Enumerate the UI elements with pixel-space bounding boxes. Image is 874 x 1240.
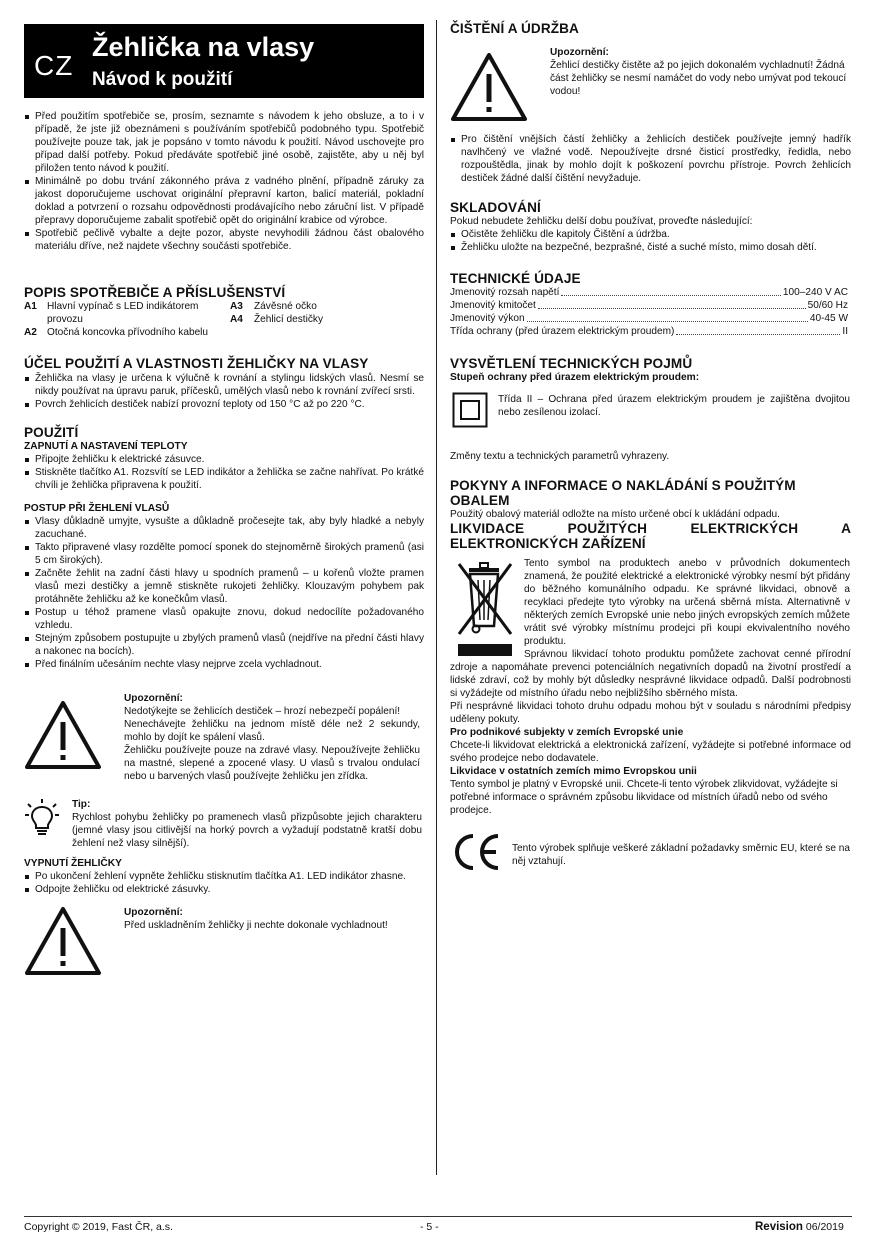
usage-item: Po ukončení žehlení vypněte žehličku stisknutím tlačítka A1. LED indikátor zhasne. (24, 870, 424, 883)
warning-line: Nedotýkejte se žehlicích destiček – hrozí nebezpečí popálení! (124, 706, 401, 717)
intro-item: Před použitím spotřebiče se, prosím, seznamte s návodem k jeho obsluze, a to i v případě, že jste již obeznámeni s používáním spotřebičů podobného typu. Spotřebič používejte pouze tak, jak je popsáno v tomto návodu k použití. Návod uschovejte pro případ další potřeby. Pokud předáváte spotřebič jiné osobě, zajistěte, aby u něj byl přiložen tento návod k použití. (24, 110, 424, 175)
purpose-item: Žehlička na vlasy je určena k výlučně k rovnání a stylingu lidských vlasů. Nesmí se nikdy používat na úpravu paruk, příčesků, umělých vlasů nebo k rovnání zvířecí srsti. (24, 372, 424, 398)
section-heading: ČIŠTĚNÍ A ÚDRŽBA (450, 21, 579, 36)
spec-row (450, 312, 848, 325)
warning-title: Upozornění: (124, 693, 183, 704)
purpose-item: Povrch žehlicích destiček nabízí provozní teploty od 150 °C až po 220 °C. (24, 398, 424, 411)
cleaning-item: Pro čištění vnějších částí žehličky a žehlicích destiček používejte jemný hadřík navlhčený ve vlažné vodě. Nepoužívejte drsné čisticí prostředky, ředidla, nebo rozpouštědla, jinak by mohlo dojít k poškození povrchu přístroje. Povrch žehlicích destiček žádné další čištění nevyžaduje. (450, 133, 851, 185)
language-code: CZ (34, 50, 74, 81)
revision-label: Revision (755, 1221, 803, 1233)
parts-section (24, 285, 424, 340)
section-heading: POUŽITÍ (24, 425, 79, 440)
terms-subheading: Stupeň ochrany před úrazem elektrickým proudem: (450, 372, 700, 383)
usage-item: Takto připravené vlasy rozdělte pomocí sponek do stejnoměrně širokých pramenů (asi 5 cm širokých). (24, 541, 424, 567)
part-label: Žehlicí destičky (254, 314, 323, 325)
section-heading: TECHNICKÉ ÚDAJE (450, 271, 581, 286)
warning-triangle-icon (24, 700, 102, 770)
part-code: A2 (24, 327, 37, 338)
section-heading: SKLADOVÁNÍ (450, 200, 541, 215)
crossed-bin-icon (456, 560, 514, 658)
weee-paragraph: Chcete-li likvidovat elektrická a elektronická zařízení, vyžádejte si potřebné informace od svého prodejce nebo dodavatele. (450, 740, 851, 764)
revision-date: 06/2019 (805, 1221, 844, 1233)
warning-title: Upozornění: (124, 907, 183, 918)
warning-triangle-icon (24, 906, 102, 976)
subsection-heading: VYPNUTÍ ŽEHLIČKY (24, 858, 122, 869)
subsection-heading: POSTUP PŘI ŽEHLENÍ VLASŮ (24, 503, 170, 514)
intro-item: Minimálně po dobu trvání zákonného práva z vadného plnění, případně záruky za jakost doporučujeme uschovat originální přepravní karton, balicí materiál, pokladní doklad a potvrzení o rozsahu odpovědnosti prodávajícího nebo záruční list. V případě přepravy doporučujeme zabalit spotřebič opět do originální krabice od výrobce. (24, 175, 424, 227)
title-banner (24, 24, 424, 98)
part-label: Závěsné očko (254, 301, 317, 312)
warning-line: Před uskladněním žehličky ji nechte dokonale vychladnout! (124, 920, 388, 931)
switch-off-section (24, 857, 424, 896)
copyright: Copyright © 2019, Fast ČR, a.s. (24, 1221, 173, 1233)
storage-intro: Pokud nebudete žehličku delší dobu používat, proveďte následující: (450, 216, 753, 227)
page-number: - 5 - (420, 1221, 439, 1233)
intro-section (24, 110, 424, 253)
weee-paragraph: Tento symbol je platný v Evropské unii. Chcete-li tento výrobek zlikvidovat, vyžádejte si potřebné informace o správném způsobu likvidace od místních úřadů nebo od svého prodejce. (450, 779, 838, 816)
part-code: A4 (230, 314, 243, 325)
weee-text (450, 648, 851, 817)
spec-row (450, 325, 848, 338)
tip-text: Rychlost pohybu žehličky po pramenech vlasů přizpůsobte jejich charakteru (jemné vlasy jsou citlivější na horký povrch a vyžadují podstatně kratší dobu žehlení než vlasy silnější). (72, 812, 422, 849)
warning-line: Nenechávejte žehličku na jednom místě déle než 2 sekundy, mohlo by dojít ke spálení vlasů. (124, 719, 420, 743)
changes-note: Změny textu a technických parametrů vyhrazeny. (450, 451, 670, 462)
part-label: Hlavní vypínač s LED indikátorem provozu (47, 301, 199, 325)
warning-block (124, 906, 420, 932)
weee-paragraph: Při nesprávné likvidaci tohoto druhu odpadu mohou být v souladu s národními předpisy uděleny pokuty. (450, 701, 851, 725)
document-title: Žehlička na vlasy (92, 32, 315, 62)
usage-item: Připojte žehličku k elektrické zásuvce. (24, 453, 424, 466)
packaging-section (450, 478, 851, 521)
lightbulb-icon (24, 798, 60, 838)
usage-item: Stiskněte tlačítko A1. Rozsvítí se LED indikátor a žehlička se začne nahřívat. Po krátké chvíli je žehlička připravena k použití. (24, 466, 424, 492)
spec-value: 100–240 V AC (782, 287, 848, 298)
subsection-heading: ZAPNUTÍ A NASTAVENÍ TEPLOTY (24, 441, 188, 452)
usage-item: Vlasy důkladně umyjte, vysušte a důkladně pročesejte tak, aby byly hladké a nebyly zacuchané. (24, 515, 424, 541)
usage-item: Odpojte žehličku od elektrické zásuvky. (24, 883, 424, 896)
warning-title: Upozornění: (550, 47, 609, 58)
packaging-text: Použitý obalový materiál odložte na místo určené obcí k ukládání odpadu. (450, 509, 780, 520)
warning-text: Žehlicí destičky čistěte až po jejich dokonalém vychladnutí! Žádná část žehličky se nesmí namáčet do vody nebo umývat pod tekoucí vodou! (550, 60, 847, 97)
usage-item: Stejným způsobem postupujte u zbylých pramenů vlasů (nejdříve na přední části hlavy a nakonec na bocích). (24, 632, 424, 658)
spec-label: Jmenovitý výkon (450, 313, 525, 324)
warning-line: Žehličku používejte pouze na zdravé vlasy. Nepoužívejte žehličku na mastné, slepené a zpocené vlasy. U vlasů s trvalou ondulací nebo u barvených vlasů používejte žehličku jen zřídka. (124, 745, 420, 782)
cleaning-list (450, 133, 851, 185)
class-ii-icon (452, 392, 488, 428)
document-subtitle: Návod k použití (92, 69, 233, 90)
terms-section (450, 356, 851, 384)
section-heading: POKYNY A INFORMACE O NAKLÁDÁNÍ S POUŽITÝM OBALEM (450, 478, 796, 508)
spec-label: Jmenovitý rozsah napětí (450, 287, 560, 298)
storage-item: Očistěte žehličku dle kapitoly Čištění a údržba. (450, 228, 851, 241)
section-heading: ÚČEL POUŽITÍ A VLASTNOSTI ŽEHLIČKY NA VLASY (24, 356, 369, 371)
usage-item: Postup u téhož pramene vlasů opakujte znovu, dokud nedocílíte požadovaného vzhledu. (24, 606, 424, 632)
weee-paragraph: Tento symbol na produktech anebo v průvodních dokumentech znamená, že použité elektrické a elektronické výrobky nesmí být přidány do běžného komunálního odpadu. Ke správné likvidaci, obnově a recyklaci předejte tyto výrobky na určená sběrná místa. Alternativně v některých zemích Evropské unie nebo jiných evropských zemích můžete vrátit své výrobky místnímu prodejci při koupi ekvivalentního nového produktu. (524, 558, 850, 647)
footer-divider (24, 1216, 852, 1217)
warning-block (124, 692, 420, 783)
class-ii-text: Třída II – Ochrana před úrazem elektrickým proudem je zajištěna dvojitou nebo zesílenou izolací. (498, 394, 850, 418)
spec-label: Jmenovitý kmitočet (450, 300, 536, 311)
weee-subheading: Pro podnikové subjekty v zemích Evropské unie (450, 727, 684, 738)
storage-item: Žehličku uložte na bezpečné, bezprašné, čisté a suché místo, mimo dosah dětí. (450, 241, 851, 254)
section-heading: VYSVĚTLENÍ TECHNICKÝCH POJMŮ (450, 356, 693, 371)
spec-label: Třída ochrany (před úrazem elektrickým proudem) (450, 326, 675, 337)
warning-block (550, 46, 850, 98)
ce-text: Tento výrobek splňuje veškeré základní požadavky směrnic EU, které se na něj vztahují. (512, 843, 850, 867)
spec-row (450, 286, 848, 299)
usage-section (24, 425, 424, 671)
ce-mark-icon (452, 832, 502, 872)
part-code: A3 (230, 301, 243, 312)
weee-subheading: Likvidace v ostatních zemích mimo Evropskou unii (450, 766, 697, 777)
usage-item: Začněte žehlit na zadní části hlavy u spodních pramenů – u kořenů vložte pramen vlasů mezi destičky a jemně stiskněte rukojeti žehličky. Klouzavým pohybem pak protáhněte žehličku až ke konečkům vlasů. (24, 567, 424, 606)
storage-section (450, 200, 851, 254)
spec-value: 40-45 W (809, 313, 848, 324)
tip-block (72, 798, 422, 850)
section-heading: POPIS SPOTŘEBIČE A PŘÍSLUŠENSTVÍ (24, 285, 286, 300)
spec-value: 50/60 Hz (807, 300, 848, 311)
tech-section (450, 271, 848, 338)
warning-triangle-icon (450, 52, 528, 122)
tip-title: Tip: (72, 799, 91, 810)
column-divider (436, 20, 437, 1175)
usage-item: Před finálním učesáním nechte vlasy nejprve zcela vychladnout. (24, 658, 424, 671)
part-label: Otočná koncovka přívodního kabelu (47, 327, 209, 338)
section-heading: LIKVIDACE POUŽITÝCH ELEKTRICKÝCH A ELEKTRONICKÝCH ZAŘÍZENÍ (450, 521, 851, 551)
revision (755, 1221, 844, 1233)
weee-paragraph: Správnou likvidací tohoto produktu pomůžete zachovat cenné přírodní zdroje a napomáhate prevenci potenciálních negativních dopadů na životní prostředí a lidské zdraví, což by mohly být důsledky nesprávné likvidace odpadů. Další podrobnosti si vyžádejte od místního úřadu nebo nejbližšího sběrného místa. (450, 649, 851, 699)
intro-item: Spotřebič pečlivě vybalte a dejte pozor, abyste nevyhodili žádnou část obalového materiálu dříve, než najdete všechny součásti spotřebiče. (24, 227, 424, 253)
part-code: A1 (24, 301, 37, 312)
purpose-section (24, 356, 424, 411)
spec-value: II (842, 326, 848, 337)
spec-row (450, 299, 848, 312)
